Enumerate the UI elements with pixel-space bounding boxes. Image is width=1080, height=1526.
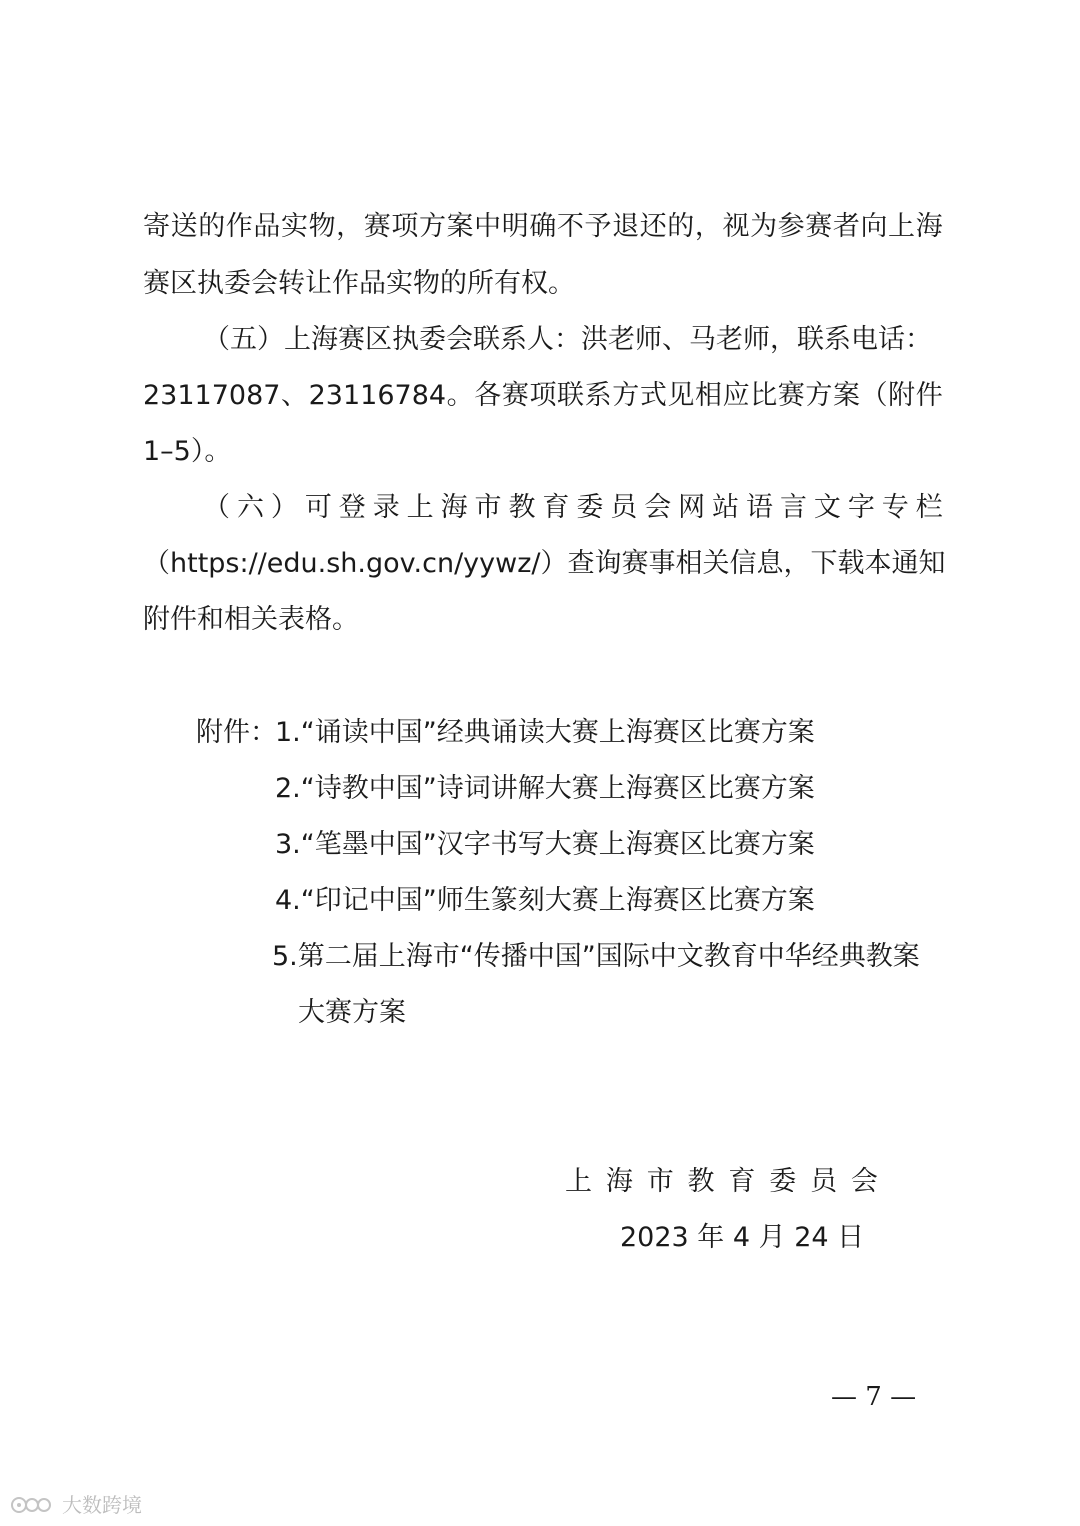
text-glyph: 语	[746, 492, 773, 523]
text-glyph: 件	[915, 380, 943, 411]
text-glyph: 方	[805, 380, 833, 411]
text-glyph: 信	[729, 548, 757, 579]
text-glyph: 委	[769, 1166, 797, 1197]
text-glyph: 23116784	[308, 380, 447, 411]
text-glyph: https://edu.sh.gov.cn/yywz/	[170, 548, 541, 579]
attachment-item: 4.“印记中国”师生篆刻大赛上海赛区比赛方案	[275, 885, 815, 916]
text-glyph: 系	[584, 380, 612, 411]
text-glyph: ）	[270, 492, 298, 523]
text-glyph: 为	[750, 211, 778, 242]
text-glyph: 式	[639, 380, 667, 411]
text-glyph: 专	[881, 492, 909, 523]
text-glyph: 赛	[501, 380, 529, 411]
text-glyph: 退	[612, 211, 640, 242]
text-glyph: 赛	[777, 380, 805, 411]
text-glyph: 询	[594, 548, 622, 579]
text-glyph: 联	[557, 380, 585, 411]
text-glyph: 知	[918, 548, 946, 579]
text-glyph: 比	[750, 380, 778, 411]
text-glyph: 明	[501, 211, 529, 242]
paragraph-line: 1–5）。	[143, 436, 232, 467]
page-number: — 7 —	[831, 1382, 917, 1412]
text-glyph: 本	[864, 548, 892, 579]
attachments-label: 附件：	[196, 717, 277, 748]
text-glyph: 不	[556, 211, 584, 242]
text-glyph: 站	[712, 492, 740, 523]
text-glyph: 方	[418, 211, 446, 242]
text-glyph: 栏	[915, 492, 943, 523]
text-glyph: 委	[576, 492, 604, 523]
text-glyph: 、	[281, 380, 309, 411]
paragraph-line: （五）上海赛区执委会联系人：洪老师、马老师，联系电话：	[203, 324, 932, 355]
text-glyph: 息	[756, 548, 784, 579]
text-glyph: 寄	[143, 211, 170, 242]
text-glyph: 关	[702, 548, 730, 579]
watermark-text: 大数跨境	[62, 1493, 142, 1517]
text-glyph: 各	[474, 380, 502, 411]
text-glyph: 会	[644, 492, 672, 523]
text-glyph: 案	[446, 211, 474, 242]
paragraph-line: 附件和相关表格。	[143, 604, 359, 635]
text-glyph: 六	[236, 492, 264, 523]
text-glyph: 通	[891, 548, 919, 579]
text-glyph: 登	[338, 492, 366, 523]
text-glyph: 赛	[621, 548, 649, 579]
text-glyph: （	[860, 380, 888, 411]
attachment-item: 3.“笔墨中国”汉字书写大赛上海赛区比赛方案	[275, 829, 815, 860]
text-glyph: 员	[810, 1166, 838, 1197]
text-glyph: 案	[832, 380, 860, 411]
text-glyph: 上	[565, 1166, 592, 1197]
text-glyph: 相	[675, 548, 703, 579]
text-glyph: 确	[529, 211, 557, 242]
text-glyph: 中	[474, 211, 502, 242]
paragraph-line	[143, 544, 946, 584]
text-glyph: 员	[610, 492, 638, 523]
text-glyph: 者	[832, 211, 860, 242]
text-glyph: （	[143, 548, 170, 579]
text-glyph: 项	[391, 211, 419, 242]
text-glyph: 。	[446, 380, 474, 411]
text-glyph: （	[203, 492, 230, 523]
text-glyph: 市	[646, 1166, 674, 1197]
text-glyph: 作	[225, 211, 253, 242]
issue-date: 2023 年 4 月 24 日	[620, 1222, 865, 1253]
text-glyph: 上	[406, 492, 434, 523]
text-glyph: 向	[860, 211, 888, 242]
brand-logo-icon	[10, 1494, 58, 1516]
text-glyph: 下	[810, 548, 838, 579]
text-glyph: 物	[308, 211, 336, 242]
text-glyph: 方	[612, 380, 640, 411]
text-glyph: 见	[667, 380, 695, 411]
text-glyph: 教	[687, 1166, 715, 1197]
text-glyph: 录	[372, 492, 400, 523]
watermark	[10, 1492, 142, 1518]
text-glyph: 教	[508, 492, 536, 523]
text-glyph: 上	[888, 211, 916, 242]
text-glyph: 事	[648, 548, 676, 579]
text-glyph: 项	[529, 380, 557, 411]
text-glyph: 会	[850, 1166, 878, 1197]
text-glyph: 海	[915, 211, 943, 242]
text-glyph: 视	[722, 211, 750, 242]
text-glyph: 送	[170, 211, 198, 242]
text-glyph: 市	[474, 492, 502, 523]
text-glyph: 育	[728, 1166, 756, 1197]
text-glyph: 的	[198, 211, 226, 242]
text-glyph: 网	[678, 492, 706, 523]
text-glyph: 言	[779, 492, 807, 523]
text-glyph: 附	[888, 380, 916, 411]
attachment-item-continuation: 大赛方案	[298, 997, 406, 1028]
text-glyph: 育	[542, 492, 570, 523]
paragraph-line	[143, 376, 943, 416]
text-glyph: 字	[847, 492, 875, 523]
attachment-item: 5.第二届上海市“传播中国”国际中文教育中华经典教案	[272, 941, 920, 972]
text-glyph: 文	[813, 492, 841, 523]
text-glyph: 载	[837, 548, 865, 579]
text-glyph: ）	[540, 548, 568, 579]
text-glyph: 海	[440, 492, 468, 523]
text-glyph: 查	[567, 548, 595, 579]
text-glyph: 参	[777, 211, 805, 242]
text-glyph: 的	[667, 211, 695, 242]
text-glyph: ，	[783, 548, 811, 579]
text-glyph: 应	[722, 380, 750, 411]
text-glyph: 还	[639, 211, 667, 242]
text-glyph: ，	[336, 211, 364, 242]
paragraph-line	[203, 488, 943, 528]
issuing-organization	[565, 1162, 878, 1202]
attachment-item: 1.“诵读中国”经典诵读大赛上海赛区比赛方案	[275, 717, 815, 748]
text-glyph: 海	[605, 1166, 633, 1197]
attachment-item: 2.“诗教中国”诗词讲解大赛上海赛区比赛方案	[275, 773, 815, 804]
text-glyph: 23117087	[143, 380, 281, 411]
text-glyph: 实	[280, 211, 308, 242]
text-glyph: 品	[253, 211, 281, 242]
text-glyph: 赛	[363, 211, 391, 242]
paragraph-line	[143, 207, 943, 247]
paragraph-line: 赛区执委会转让作品实物的所有权。	[143, 268, 575, 299]
text-glyph: 赛	[805, 211, 833, 242]
text-glyph: 予	[584, 211, 612, 242]
text-glyph: 相	[695, 380, 722, 411]
text-glyph: ，	[694, 211, 722, 242]
text-glyph: 可	[304, 492, 332, 523]
